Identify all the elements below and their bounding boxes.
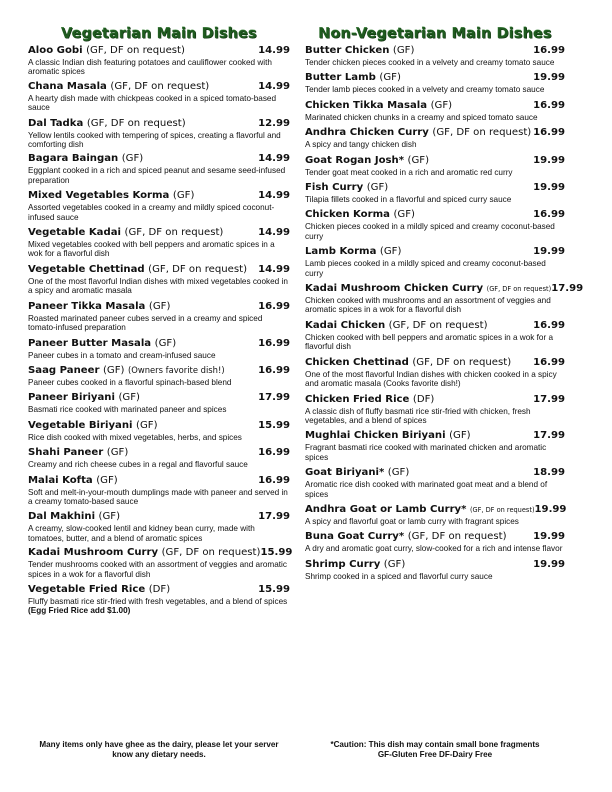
dish-name <box>28 392 140 403</box>
dietary-tags: (GF) <box>136 419 158 431</box>
dish-title: Mixed Vegetables Korma <box>28 190 170 202</box>
description-text: Basmati rice cooked with marinated paneer and spices <box>28 405 227 415</box>
dish-price: 16.99 <box>258 447 290 459</box>
dish-price: 19.99 <box>533 72 565 84</box>
dietary-tags: (GF) <box>121 153 144 165</box>
dish-title: Vegetable Fried Rice <box>28 583 146 595</box>
dish-name <box>305 394 434 405</box>
menu-item <box>305 394 565 426</box>
menu-item-header <box>28 45 290 56</box>
dish-name <box>305 504 535 515</box>
dish-description <box>305 140 565 149</box>
dish-description <box>28 240 290 259</box>
dish-title: Andhra Goat or Lamb Curry* <box>305 503 467 515</box>
dish-title: Lamb Korma <box>305 246 377 258</box>
menu-item-header <box>305 394 565 405</box>
menu-item-header <box>305 467 565 478</box>
dish-description <box>305 85 565 94</box>
description-text: Mixed vegetables cooked with bell peppers and aromatic spices in a wok for a flavorful dish <box>28 240 275 259</box>
dish-description <box>305 113 565 122</box>
vegetarian-column <box>28 26 293 616</box>
description-text: Yellow lentils cooked with tempering of spices, creating a flavorful and comforting dish <box>28 130 281 150</box>
menu-item-header <box>28 227 290 238</box>
dish-price: 14.99 <box>258 80 290 92</box>
dish-description <box>305 222 565 241</box>
dish-price: 17.99 <box>533 430 565 442</box>
dietary-tags: (GF, DF on request) <box>161 547 261 559</box>
dish-title: Saag Paneer <box>28 364 100 376</box>
menu-item <box>28 118 290 150</box>
menu-item <box>28 447 290 469</box>
dish-title: Aloo Gobi <box>28 45 83 56</box>
dish-price: 19.99 <box>533 558 565 570</box>
caution-line: *Caution: This dish may contain small bone fragments <box>330 740 540 749</box>
dish-title: Kadai Chicken <box>305 319 386 331</box>
menu-item <box>305 559 565 581</box>
description-text: Tender goat meat cooked in a rich and aromatic red curry <box>305 167 513 177</box>
dish-price: 16.99 <box>258 474 290 486</box>
menu-item-header <box>305 430 565 441</box>
dish-price: 16.99 <box>533 209 565 221</box>
dietary-tags: (GF, DF on request) <box>148 263 248 275</box>
menu-item-header <box>28 301 290 312</box>
menu-item <box>305 430 565 462</box>
menu-item <box>305 155 565 177</box>
dish-description <box>28 131 290 150</box>
non-vegetarian-heading: Non-Vegetarian Main Dishes <box>318 26 552 42</box>
dish-name <box>28 475 118 486</box>
dietary-tags: (GF, DF on request) <box>469 505 535 514</box>
dietary-tags: (GF) <box>172 190 195 202</box>
menu-item-header <box>305 357 565 368</box>
dish-name <box>28 420 158 431</box>
menu-item <box>28 420 290 442</box>
description-text: Fluffy basmati rice stir-fried with fresh vegetables, and a blend of spices <box>28 596 288 606</box>
description-text: Tender chicken pieces cooked in a velvety and creamy tomato sauce <box>305 58 555 67</box>
dietary-tags: (GF) <box>387 467 410 479</box>
menu-item <box>305 320 565 352</box>
dish-name <box>28 447 128 458</box>
legend-line: GF-Gluten Free DF-Dairy Free <box>377 750 493 759</box>
menu-item-header <box>305 127 565 138</box>
description-text: Paneer cubes cooked in a flavorful spinach-based blend <box>28 377 232 387</box>
menu-item-header <box>305 283 584 295</box>
dish-name <box>28 301 170 312</box>
dish-price: 14.99 <box>258 227 290 239</box>
dish-title: Buna Goat Curry* <box>305 531 405 543</box>
dish-description <box>28 597 290 616</box>
dish-price: 16.99 <box>533 356 565 368</box>
menu-item-header <box>28 420 290 431</box>
dish-price: 14.99 <box>258 45 290 56</box>
menu-item-header <box>28 118 290 129</box>
menu-item-header <box>28 447 290 458</box>
dish-title: Andhra Chicken Curry <box>305 127 429 139</box>
menu-item-header <box>28 81 290 92</box>
dish-title: Dal Makhini <box>28 511 96 523</box>
menu-item-header <box>305 320 565 331</box>
non-vegetarian-column <box>305 26 584 581</box>
dish-name <box>305 45 414 56</box>
description-text: A spicy and tangy chicken dish <box>305 140 417 150</box>
dish-name <box>305 127 531 138</box>
dish-title: Shrimp Curry <box>305 558 381 570</box>
dish-name <box>305 182 388 193</box>
description-text: A spicy and flavorful goat or lamb curry with fragrant spices <box>305 516 519 526</box>
dish-name <box>28 81 209 92</box>
dish-name <box>28 547 260 558</box>
description-text: Roasted marinated paneer cubes served in a creamy and spiced tomato-infused preparation <box>28 313 263 333</box>
menu-item-header <box>28 153 290 164</box>
description-text: Tilapia fillets cooked in a flavorful and spiced curry sauce <box>305 195 512 205</box>
dish-description <box>305 544 565 553</box>
description-text: Chicken cooked with bell peppers and aromatic spices in a wok for a flavorful dish <box>305 332 554 352</box>
menu-item <box>28 153 290 185</box>
menu-item <box>28 190 290 222</box>
dietary-note: Many items only have ghee as the dairy, please let your server know any dietary needs. <box>39 740 279 759</box>
menu-item <box>28 45 290 77</box>
dish-price: 19.99 <box>533 246 565 258</box>
menu-item <box>28 338 290 360</box>
dish-name <box>28 190 194 201</box>
dish-title: Butter Chicken <box>305 45 390 56</box>
dietary-tags: (GF, DF on request) <box>86 117 186 129</box>
dietary-tags: (GF) <box>102 364 125 376</box>
menu-item <box>305 504 565 526</box>
dish-price: 17.99 <box>533 393 565 405</box>
description-text: Lamb pieces cooked in a mildly spiced and creamy coconut-based curry <box>305 259 546 278</box>
dish-title: Paneer Tikka Masala <box>28 300 146 312</box>
dish-description <box>28 460 290 469</box>
dish-title: Bagara Baingan <box>28 153 119 165</box>
caution-note <box>305 740 565 760</box>
dietary-tags: (GF, DF on request) <box>486 285 552 294</box>
menu-item <box>305 357 565 389</box>
menu-item <box>305 209 565 241</box>
description-text: A creamy, slow-cooked lentil and kidney bean curry, made with tomatoes, butter, and a blend of aromatic spices <box>28 524 255 543</box>
menu-item <box>305 72 565 94</box>
dish-description <box>305 480 565 499</box>
dish-price: 15.99 <box>258 583 290 595</box>
dish-description <box>305 58 565 67</box>
dish-description <box>305 296 565 315</box>
dish-description <box>28 405 290 414</box>
menu-item-header <box>305 100 565 111</box>
dish-name <box>305 100 452 111</box>
dish-price: 16.99 <box>533 45 565 56</box>
menu-item-header <box>28 547 293 559</box>
dish-description <box>305 195 565 204</box>
menu-item <box>28 301 290 333</box>
dish-price: 17.99 <box>258 511 290 523</box>
dish-title: Chicken Chettinad <box>305 356 409 368</box>
dish-title: Goat Rogan Josh* <box>305 154 404 166</box>
menu-item-header <box>28 365 290 376</box>
dish-title: Chana Masala <box>28 80 107 92</box>
dish-title: Malai Kofta <box>28 474 93 486</box>
dish-description <box>305 168 565 177</box>
dish-price: 17.99 <box>551 283 584 295</box>
description-text: Soft and melt-in-your-mouth dumplings made with paneer and served in a creamy tomato-based sauce <box>28 487 288 506</box>
dish-name <box>28 338 176 349</box>
dish-title: Goat Biriyani* <box>305 467 385 479</box>
description-text: Eggplant cooked in a rich and spiced peanut and sesame seed-infused preparation <box>28 166 286 185</box>
description-text: Marinated chicken chunks in a creamy and spiced tomato sauce <box>305 112 538 122</box>
dish-title: Butter Lamb <box>305 72 376 84</box>
dietary-tags: (GF, DF on request) <box>412 356 512 368</box>
menu-item-header <box>28 392 290 403</box>
dish-name <box>305 430 471 441</box>
dish-price: 19.99 <box>534 503 567 515</box>
dietary-tags: (GF) <box>154 337 177 349</box>
menu-item <box>305 283 584 315</box>
menu-item-header <box>305 531 565 542</box>
description-text: Paneer cubes in a tomato and cream-infused sauce <box>28 350 216 360</box>
dish-name <box>305 531 507 542</box>
dish-title: Kadai Mushroom Curry <box>28 547 159 559</box>
dish-price: 14.99 <box>258 263 290 275</box>
dietary-tags: (DF) <box>412 393 435 405</box>
menu-item <box>305 531 565 553</box>
dish-price: 16.99 <box>258 300 290 312</box>
menu-item-header <box>305 72 565 83</box>
dish-name <box>28 45 185 56</box>
dietary-tags: (GF) <box>96 474 118 486</box>
favorite-note: (Owners favorite dish!) <box>127 364 225 375</box>
menu-item <box>305 467 565 499</box>
dish-title: Chicken Fried Rice <box>305 393 410 405</box>
description-text: Shrimp cooked in a spiced and flavorful curry sauce <box>305 571 493 581</box>
description-text: One of the most flavorful Indian dishes with chicken cooked in a spicy and aromatic masala (Cooks favorite dish!) <box>305 369 557 389</box>
dish-price: 18.99 <box>533 467 565 479</box>
dish-name <box>305 209 415 220</box>
dietary-tags: (GF) <box>379 246 402 258</box>
dish-name <box>28 227 223 238</box>
dish-description <box>28 277 290 296</box>
description-text: Tender mushrooms cooked with an assortment of veggies and aromatic spices in a wok for a flavorful dish <box>28 560 287 579</box>
dish-description <box>305 443 565 462</box>
dietary-tags: (GF) <box>106 447 129 459</box>
dish-name <box>28 365 225 376</box>
menu-item <box>305 246 565 278</box>
dietary-tags: (GF) <box>118 392 140 404</box>
dietary-tags: (GF, DF on request) <box>86 45 185 56</box>
menu-item <box>28 392 290 414</box>
dietary-tags: (GF) <box>407 154 430 166</box>
dietary-tags: (GF) <box>430 99 453 111</box>
menu-item <box>28 264 290 296</box>
description-text: Rice dish cooked with mixed vegetables, herbs, and spices <box>28 432 242 442</box>
description-text: Assorted vegetables cooked in a creamy and mildly spiced coconut-infused sauce <box>28 203 275 222</box>
dish-price: 14.99 <box>258 153 290 165</box>
menu-item-header <box>305 155 565 166</box>
menu-item <box>28 227 290 259</box>
dietary-tags: (GF) <box>449 430 471 442</box>
menu-item-header <box>305 182 565 193</box>
menu-item-header <box>28 475 290 486</box>
dietary-tags: (GF) <box>393 209 415 221</box>
dish-title: Vegetable Kadai <box>28 227 121 239</box>
dish-title: Vegetable Chettinad <box>28 263 145 275</box>
dish-name <box>305 467 409 478</box>
dietary-tags: (DF) <box>148 583 171 595</box>
dish-price: 19.99 <box>533 154 565 166</box>
dish-description <box>28 58 290 77</box>
dish-title: Chicken Tikka Masala <box>305 99 428 111</box>
menu-item <box>28 511 290 543</box>
dish-price: 16.99 <box>258 337 290 349</box>
dish-description <box>305 370 565 389</box>
description-text: Fragrant basmati rice cooked with marinated chicken and aromatic spices <box>305 443 547 462</box>
dish-description <box>305 333 565 352</box>
dish-name <box>305 559 405 570</box>
dish-title: Dal Tadka <box>28 117 84 129</box>
dish-price: 15.99 <box>258 419 290 431</box>
dish-description <box>28 524 290 543</box>
dish-description <box>305 572 565 581</box>
menu-item <box>28 81 290 113</box>
description-text: Tender lamb pieces cooked in a velvety and creamy tomato sauce <box>305 85 545 95</box>
dish-description <box>28 488 290 507</box>
menu-item-header <box>305 246 565 257</box>
menu-item <box>28 365 290 387</box>
dish-description <box>28 94 290 113</box>
dish-name <box>28 118 186 129</box>
menu-item-header <box>28 584 290 595</box>
menu-item <box>305 100 565 122</box>
dish-title: Paneer Butter Masala <box>28 337 152 349</box>
menu-item <box>305 182 565 204</box>
dish-title: Vegetable Biriyani <box>28 419 133 431</box>
dish-description <box>28 560 290 579</box>
dish-price: 19.99 <box>533 182 565 194</box>
dish-title: Chicken Korma <box>305 209 390 221</box>
vegetarian-heading: Vegetarian Main Dishes <box>61 26 257 42</box>
dish-description <box>28 314 290 333</box>
dish-price: 14.99 <box>258 190 290 202</box>
menu-item-header <box>28 338 290 349</box>
dietary-tags: (GF, DF on request) <box>407 531 507 543</box>
menu-item <box>28 475 290 507</box>
description-text: A hearty dish made with chickpeas cooked in a spiced tomato-based sauce <box>28 93 277 113</box>
dish-title: Paneer Biriyani <box>28 392 115 404</box>
menu-item-header <box>305 45 565 56</box>
dish-title: Fish Curry <box>305 182 364 194</box>
dish-description <box>28 378 290 387</box>
description-text: Chicken cooked with mushrooms and an assortment of veggies and aromatic spices in a wok for a flavorful dish <box>305 296 551 315</box>
dish-title: Kadai Mushroom Chicken Curry <box>305 283 484 295</box>
dietary-tags: (GF) <box>392 45 415 56</box>
dietary-tags: (GF, DF on request) <box>388 319 488 331</box>
menu-item <box>305 45 565 67</box>
menu-item-header <box>305 209 565 220</box>
dish-description <box>305 407 565 426</box>
description-text: One of the most flavorful Indian dishes with mixed vegetables cooked in a spicy and aromatic masala <box>28 276 288 296</box>
dish-price: 17.99 <box>258 392 290 404</box>
dish-name <box>28 511 120 522</box>
dish-description <box>28 433 290 442</box>
dietary-tags: (GF) <box>148 300 171 312</box>
menu-item <box>28 547 293 579</box>
description-text: Creamy and rich cheese cubes in a regal and flavorful sauce <box>28 460 248 470</box>
dish-price: 19.99 <box>533 531 565 543</box>
dish-name <box>305 72 401 83</box>
dish-name <box>305 283 551 294</box>
dish-price: 16.99 <box>258 364 290 376</box>
menu-item-header <box>305 504 565 515</box>
dish-name <box>305 357 511 368</box>
dish-price: 15.99 <box>260 547 293 559</box>
dietary-tags: (GF) <box>366 182 389 194</box>
dish-name <box>28 584 170 595</box>
dietary-tags: (GF, DF on request) <box>110 80 210 92</box>
dish-title: Shahi Paneer <box>28 447 104 459</box>
dish-name <box>28 264 247 275</box>
dish-title: Mughlai Chicken Biriyani <box>305 430 446 442</box>
dish-price: 16.99 <box>533 319 565 331</box>
dish-price: 16.99 <box>533 99 565 111</box>
description-text: Chicken pieces cooked in a mildly spiced and creamy coconut-based curry <box>305 222 555 241</box>
dish-name <box>305 320 488 331</box>
description-text: A classic Indian dish featuring potatoes and cauliflower cooked with aromatic spices <box>28 58 272 77</box>
dietary-tags: (GF) <box>383 558 406 570</box>
dish-name <box>305 155 429 166</box>
description-text: Aromatic rice dish cooked with marinated goat meat and a blend of spices <box>305 480 548 499</box>
add-on-note: (Egg Fried Rice add $1.00) <box>28 606 131 616</box>
dish-description <box>28 203 290 222</box>
dietary-tags: (GF) <box>98 511 121 523</box>
description-text: A classic dish of fluffy basmati rice stir-fried with chicken, fresh vegetables, and a blend of spices <box>305 406 531 425</box>
menu-item-header <box>305 559 565 570</box>
menu-item <box>28 584 290 616</box>
menu-item <box>305 127 565 149</box>
description-text: A dry and aromatic goat curry, slow-cooked for a rich and intense flavor <box>305 544 563 554</box>
dietary-tags: (GF) <box>379 72 401 84</box>
menu-item-header <box>28 511 290 522</box>
dish-description <box>305 259 565 278</box>
menu-item-header <box>28 264 290 275</box>
dish-description <box>28 166 290 185</box>
dish-name <box>305 246 401 257</box>
dish-description <box>28 351 290 360</box>
dietary-tags: (GF, DF on request) <box>432 127 532 139</box>
dish-name <box>28 153 143 164</box>
dish-price: 16.99 <box>533 127 565 139</box>
menu-item-header <box>28 190 290 201</box>
dish-description <box>305 517 565 526</box>
dietary-tags: (GF, DF on request) <box>124 227 224 239</box>
dish-price: 12.99 <box>258 117 290 129</box>
